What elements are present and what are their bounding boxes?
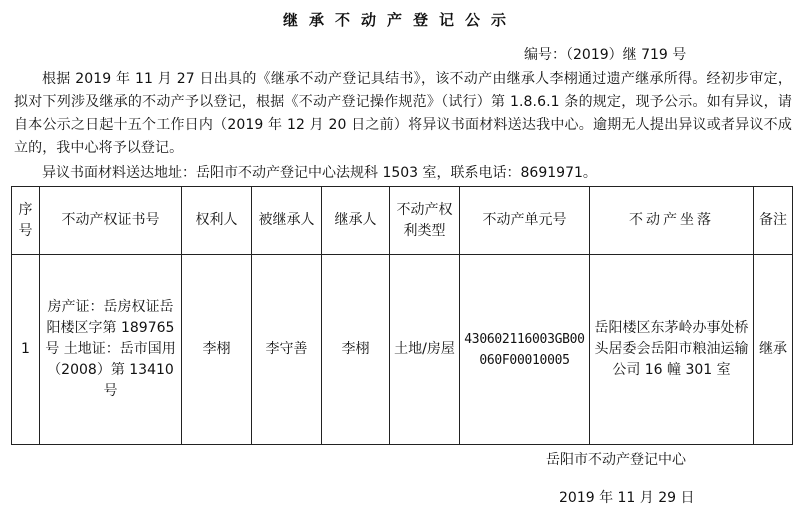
issue-date: 2019 年 11 月 29 日 (559, 490, 695, 506)
inheritance-registration-table (11, 186, 793, 445)
cell-right-type: 土地/房屋 (390, 255, 460, 445)
notice-title: 继承不动产登记公示 (282, 11, 517, 29)
cell-cert-no: 房产证：岳房权证岳阳楼区字第 189765 号 土地证：岳市国用（2008）第 13410 号 (40, 255, 182, 445)
cell-decedent: 李守善 (252, 255, 322, 445)
document-number: 编号：（2019）继 719 号 (524, 47, 687, 63)
header-remark: 备注 (754, 187, 793, 255)
header-unit-no: 不动产单元号 (460, 187, 590, 255)
header-heir: 继承人 (322, 187, 390, 255)
header-right-type: 不动产权利类型 (390, 187, 460, 255)
cell-owner: 李栩 (182, 255, 252, 445)
objection-address-line: 异议书面材料送达地址：岳阳市不动产登记中心法规科 1503 室，联系电话：8691971。 (42, 165, 597, 181)
issuing-organization: 岳阳市不动产登记中心 (546, 452, 686, 468)
notice-paragraph: 根据 2019 年 11 月 27 日出具的《继承不动产登记具结书》，该不动产由继承人李栩通过遗产继承所得。经初步审定， 拟对下列涉及继承的不动产予以登记，根据《不动产登记操作规范》（试行）第 1.8.6.1 条的规定，现予公示。如有异议，请自本公示之日起十五个工作日内（2019 年 12 月 20 日之前）将异议书面材料送达我中心。逾期无人提出异议或者异议不成立的，我中心将予以登记。 (14, 71, 792, 156)
cell-remark: 继承 (754, 255, 793, 445)
cell-heir: 李栩 (322, 255, 390, 445)
cell-location: 岳阳楼区东茅岭办事处桥头居委会岳阳市粮油运输公司 16 幢 301 室 (590, 255, 754, 445)
header-decedent: 被继承人 (252, 187, 322, 255)
header-seq: 序号 (12, 187, 40, 255)
cell-unit-no: 430602116003GB00060F00010005 (460, 255, 590, 445)
header-cert-no: 不动产权证书号 (40, 187, 182, 255)
table-header-row (12, 187, 793, 255)
table-row (12, 255, 793, 445)
cell-seq: 1 (12, 255, 40, 445)
header-owner: 权利人 (182, 187, 252, 255)
header-location: 不动产坐落 (590, 187, 754, 255)
